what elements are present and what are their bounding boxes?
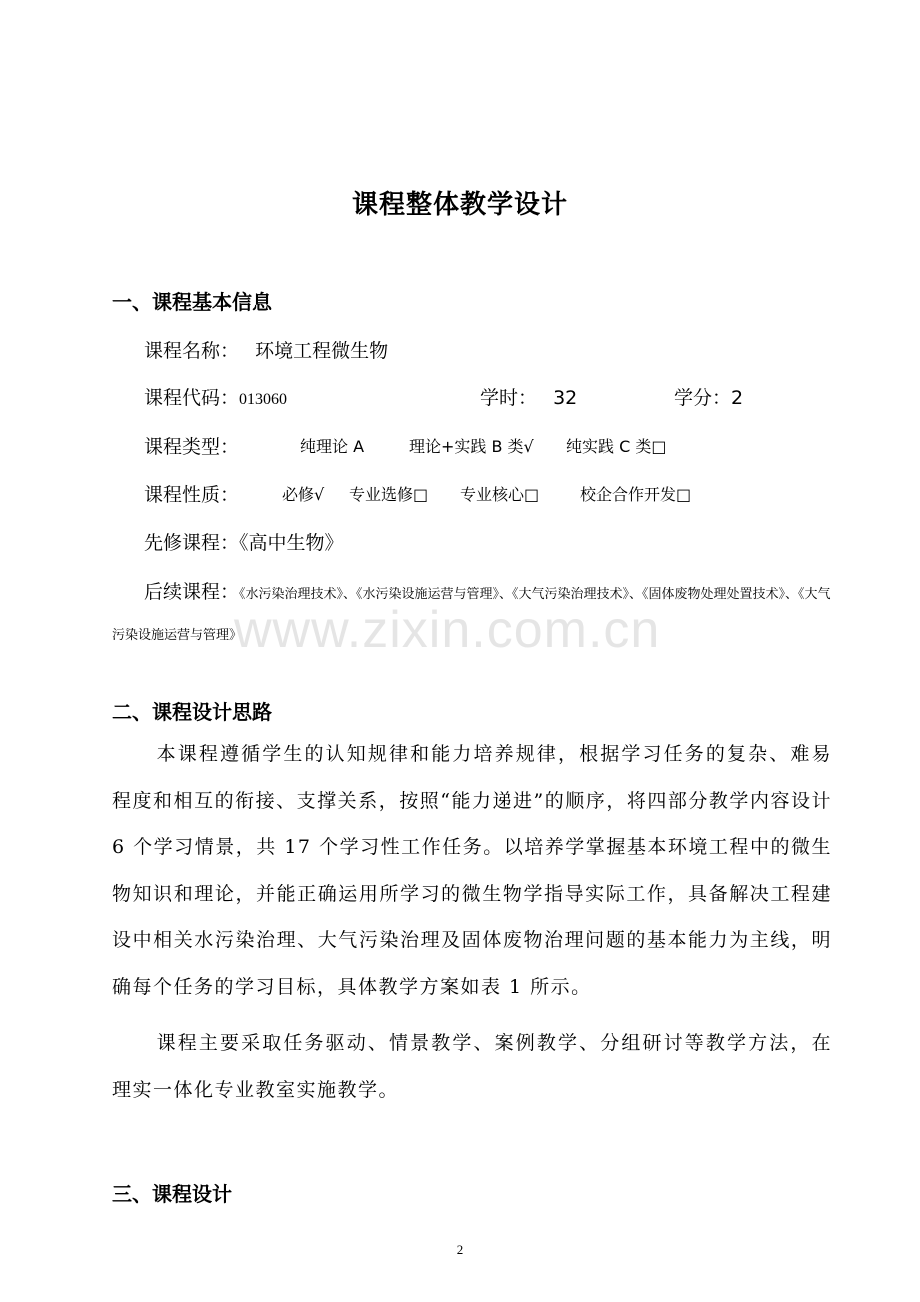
course-type-label: 课程类型： [144,436,240,458]
nature-option-coop: 校企合作开发□ [580,485,692,504]
follow-label: 后续课程： [144,581,240,603]
watermark: www.zixin.com.cn [234,601,661,659]
course-name-row [144,336,388,363]
course-nature-row [144,480,764,507]
course-code-label: 课程代码： [144,387,240,409]
nature-option-core: 专业核心□ [460,485,540,504]
hours-value: 32 [553,387,578,409]
section-heading-basic-info: 一、课程基本信息 [112,290,272,314]
prereq-label: 先修课程： [144,532,240,554]
course-type-row [144,432,764,459]
course-name-value: 环境工程微生物 [255,340,389,362]
credits-value: 2 [731,387,744,409]
follow-value: 《水污染治理技术》、《水污染设施运营与管理》、《大气污染治理技术》、《固体废物处理处置技术》、《大气污染设施运营与管理》 [112,587,831,643]
page-title: 课程整体教学设计 [351,190,568,220]
course-code-value: 013060 [239,391,288,408]
hours-group [480,383,577,410]
type-option-theory: 纯理论 A [300,437,365,456]
section-heading-course-design: 三、课程设计 [112,1182,232,1206]
page-number: 2 [456,1242,464,1257]
credits-group [674,383,743,410]
section-heading-design-idea: 二、课程设计思路 [112,700,272,724]
course-name-label: 课程名称： [144,340,240,362]
design-paragraph-2-text: 课程主要采取任务驱动、情景教学、案例教学、分组研讨等教学方法，在理实一体化专业教室实施教学。 [112,1032,832,1101]
course-code-row [144,383,804,410]
credits-label: 学分： [674,387,732,409]
course-nature-label: 课程性质： [144,484,240,506]
nature-option-elective: 专业选修□ [349,485,429,504]
design-paragraph-1-text: 本课程遵循学生的认知规律和能力培养规律，根据学习任务的复杂、难易程度和相互的衔接、支撑关系，按照“能力递进”的顺序，将四部分教学内容设计 6 个学习情景，共 17 个学习性工作任务。以培养学掌握基本环境工程中的微生物知识和理论，并能正确运用所学习的微生物学指导实际工作，具备解决工程建设中相关水污染治理、大气污染治理及固体废物治理问题的基本能力为主线，明确每个任务的学习目标，具体教学方案如表 1 所示。 [112,743,832,998]
prereq-row [144,528,344,555]
design-paragraph-1 [112,731,832,1113]
nature-option-required: 必修√ [282,485,325,504]
hours-label: 学时： [480,387,538,409]
prereq-value: 《高中生物》 [239,532,344,554]
type-option-practice: 纯实践 C 类□ [566,437,667,456]
type-option-theory-practice: 理论+实践 B 类√ [409,437,534,456]
